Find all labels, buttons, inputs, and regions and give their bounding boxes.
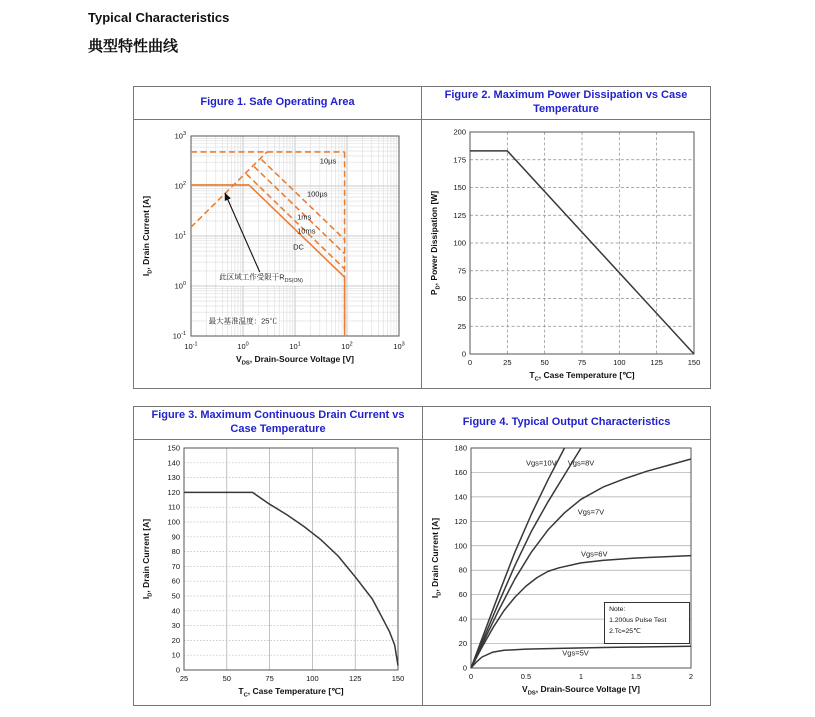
svg-text:0: 0 <box>462 663 467 673</box>
x-axis-label: $V_{DS}$, Drain-Source Voltage [V] <box>522 684 640 697</box>
figure1-svg <box>134 120 421 388</box>
figure4-panel <box>422 407 710 705</box>
svg-text:101: $10^1$ <box>174 231 186 241</box>
svg-text:110: 110 <box>168 502 180 512</box>
svg-text:80: 80 <box>171 547 180 557</box>
svg-text:10: 10 <box>171 650 180 660</box>
y-axis-label: $P_D$, Power Dissipation [W] <box>429 190 442 296</box>
figure3-svg <box>134 440 422 705</box>
svg-text:100: 100 <box>167 517 180 527</box>
svg-text:0: 0 <box>461 349 466 359</box>
svg-text:100: 100 <box>613 358 626 367</box>
curve-label: Vgs=7V <box>577 506 605 516</box>
tick-labels <box>167 444 404 684</box>
y-axis-label: $I_D$, Drain Current [A] <box>141 518 154 600</box>
svg-text:102: $10^2$ <box>174 181 186 191</box>
y-axis-label: $I_D$, Drain Current [A] <box>430 517 443 599</box>
grid <box>470 132 694 354</box>
svg-text:150: 150 <box>391 674 405 683</box>
y-axis-label: $I_D$, Drain Current [A] <box>141 195 154 277</box>
svg-text:25: 25 <box>179 674 189 683</box>
figure-table-bottom <box>133 406 711 706</box>
curve-label: Vgs=5V <box>562 648 589 658</box>
curve-label: 10µs <box>319 156 337 166</box>
curve-label: Vgs=10V <box>526 457 557 467</box>
figure2-svg <box>422 120 710 388</box>
annotation-arrow <box>225 193 260 272</box>
curve-label: DC <box>293 242 304 252</box>
figure1-panel <box>134 87 421 388</box>
svg-text:0: 0 <box>175 665 180 675</box>
figure1-title: Figure 1. Safe Operating Area <box>134 87 421 120</box>
svg-text:100: 100 <box>454 541 467 551</box>
series-current-derating <box>184 492 398 665</box>
series <box>184 492 398 665</box>
figure2-panel <box>421 87 710 388</box>
svg-text:175: 175 <box>453 155 466 165</box>
svg-text:101: $10^1$ <box>289 341 301 351</box>
figure4-svg <box>423 440 710 705</box>
svg-text:60: 60 <box>171 576 180 586</box>
note-box: Note: 1.200us Pulse Test 2.Tc=25℃ <box>604 602 690 644</box>
figure4-title: Figure 4. Typical Output Characteristics <box>423 407 710 440</box>
svg-text:25: 25 <box>457 321 466 331</box>
svg-text:0.5: 0.5 <box>520 672 532 681</box>
figure2-title: Figure 2. Maximum Power Dissipation vs Case Temperature <box>422 87 710 120</box>
svg-text:100: $10^0$ <box>237 341 249 351</box>
figure3-panel <box>134 407 422 705</box>
series-rdson-limit <box>191 152 267 227</box>
svg-text:150: 150 <box>687 358 701 367</box>
figure3-chart <box>134 440 422 705</box>
page-title-en: Typical Characteristics <box>88 10 230 25</box>
tick-labels <box>454 444 693 682</box>
svg-text:125: 125 <box>453 210 466 220</box>
svg-text:150: 150 <box>453 183 466 192</box>
svg-text:103: $10^3$ <box>393 341 405 351</box>
svg-text:40: 40 <box>171 606 180 616</box>
tick-labels <box>453 128 700 368</box>
svg-text:100: 100 <box>453 238 466 248</box>
svg-text:75: 75 <box>265 674 274 683</box>
svg-text:25: 25 <box>503 358 512 367</box>
figure-table-top <box>133 86 711 389</box>
svg-text:75: 75 <box>457 266 466 276</box>
svg-text:100: 100 <box>306 674 319 683</box>
figure3-title: Figure 3. Maximum Continuous Drain Current vs Case Temperature <box>134 407 422 440</box>
svg-text:30: 30 <box>171 621 180 631</box>
curve-label: Vgs=6V <box>581 549 608 559</box>
svg-text:10-1: $10^{-1}$ <box>172 331 186 341</box>
grid <box>184 448 398 670</box>
svg-text:100: $10^0$ <box>174 281 186 291</box>
svg-text:140: 140 <box>167 458 180 468</box>
svg-text:50: 50 <box>457 294 466 303</box>
grid <box>191 136 399 336</box>
figure4-chart <box>423 440 710 705</box>
svg-text:102: $10^2$ <box>341 341 353 351</box>
figure2-chart <box>422 120 710 388</box>
svg-text:90: 90 <box>171 532 180 542</box>
curve-label: 100µs <box>306 189 328 199</box>
svg-text:20: 20 <box>171 635 180 645</box>
svg-text:1.5: 1.5 <box>630 672 642 681</box>
svg-text:50: 50 <box>171 591 180 601</box>
svg-text:75: 75 <box>577 358 587 367</box>
x-axis-label: $T_C$, Case Temperature [℃] <box>529 370 635 383</box>
svg-text:120: 120 <box>454 516 467 526</box>
svg-text:1: 1 <box>578 672 584 681</box>
svg-text:120: 120 <box>167 487 180 497</box>
svg-text:0: 0 <box>467 358 473 367</box>
svg-text:50: 50 <box>222 674 231 683</box>
svg-text:130: 130 <box>167 473 180 483</box>
svg-text:2: 2 <box>688 672 694 681</box>
svg-text:40: 40 <box>458 614 467 624</box>
svg-text:60: 60 <box>458 590 467 600</box>
svg-text:125: 125 <box>348 674 362 683</box>
max-temp-note: 最大基准温度：25℃ <box>208 316 277 326</box>
svg-text:80: 80 <box>458 565 467 575</box>
svg-text:70: 70 <box>171 561 180 571</box>
curve-label: 1ms <box>297 212 312 222</box>
x-axis-label: $V_{DS}$, Drain-Source Voltage [V] <box>236 354 354 367</box>
svg-text:200: 200 <box>453 127 466 137</box>
svg-text:160: 160 <box>454 467 467 477</box>
svg-text:20: 20 <box>458 639 467 649</box>
svg-text:150: 150 <box>167 443 180 453</box>
curve-label: 10ms <box>297 226 316 236</box>
svg-text:103: $10^3$ <box>174 131 186 141</box>
svg-text:125: 125 <box>650 358 663 367</box>
svg-text:50: 50 <box>540 358 549 367</box>
curve-label: Vgs=8V <box>567 457 595 467</box>
svg-text:180: 180 <box>454 443 467 453</box>
x-axis-label: $T_C$, Case Temperature [℃] <box>238 686 344 699</box>
svg-text:0: 0 <box>468 672 474 681</box>
svg-text:10-1: $10^{-1}$ <box>184 341 198 351</box>
page-title-zh: 典型特性曲线 <box>88 38 179 55</box>
svg-text:140: 140 <box>454 492 467 502</box>
figure1-chart <box>134 120 421 388</box>
rdson-region-note: 此区域工作受限于$R_{DS(ON)}$ <box>219 273 303 285</box>
